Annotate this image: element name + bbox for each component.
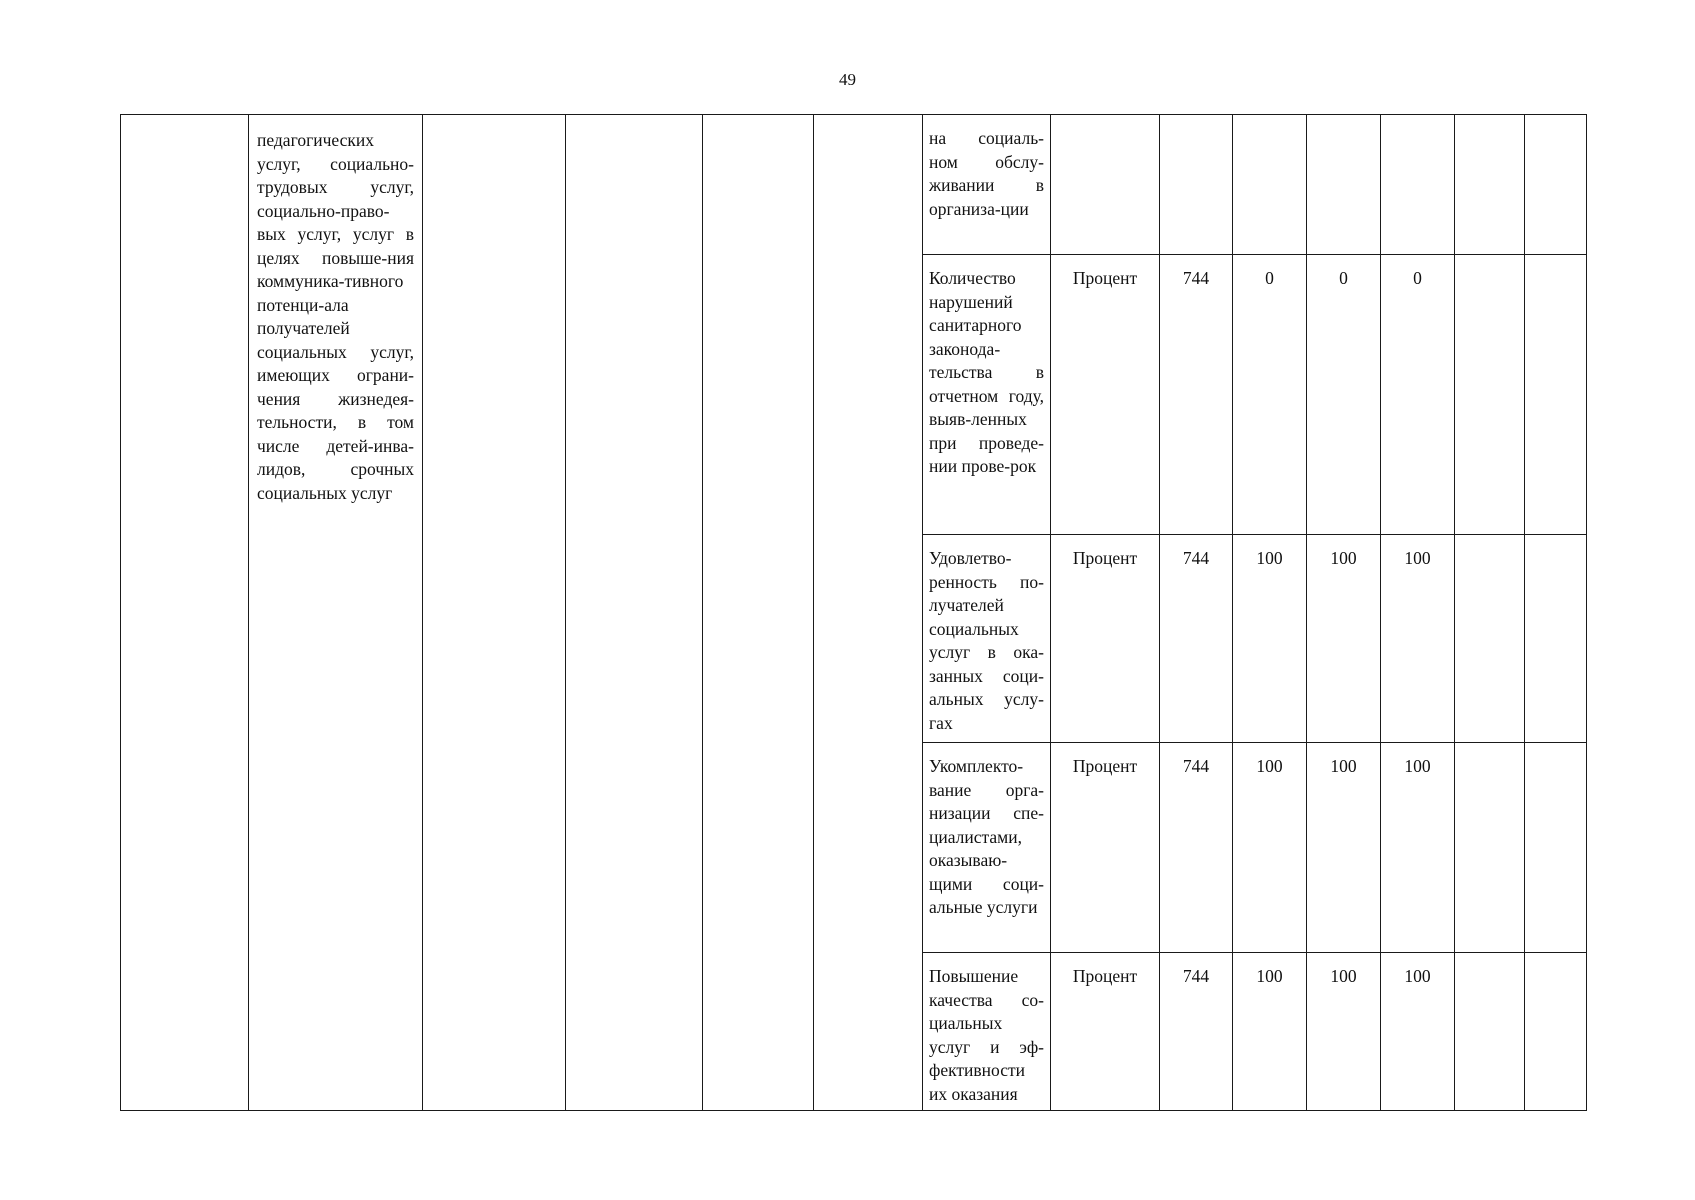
page-number: 49 xyxy=(839,70,856,89)
value-cell xyxy=(1381,953,1455,1111)
indicator-name: Количество нарушений санитарного законода-тельства в отчетном году, выяв-ленных при проведе-нии прове-рок xyxy=(929,268,1044,476)
value-cell xyxy=(1381,535,1455,743)
table-row xyxy=(121,115,1587,255)
value-year-3: 100 xyxy=(1404,756,1431,776)
okei-code: 744 xyxy=(1182,966,1210,986)
value-year-1 xyxy=(1233,115,1306,127)
okei-cell xyxy=(1160,743,1233,953)
empty-cell xyxy=(566,115,703,1111)
indicator-name: Удовлетво-ренность по-лучателей социальных услуг в ока-занных соци-альных услу-гах xyxy=(929,548,1044,733)
okei-cell xyxy=(1160,115,1233,255)
value-cell xyxy=(1233,743,1307,953)
okei-cell xyxy=(1160,535,1233,743)
value-cell xyxy=(1381,115,1455,255)
service-description: педагогических услуг, социально-трудовых услуг, социально-право-вых услуг, услуг в целях повыше-ния коммуника-тивного потенци-ала получателей социальных услуг, имеющих ограни-чения жизнедея-тельности, в том числе детей-инва-лидов, срочных социальных услуг xyxy=(257,130,414,503)
indicator-name-cell xyxy=(923,115,1051,255)
value-year-3: 100 xyxy=(1404,548,1431,568)
value-year-2 xyxy=(1307,115,1380,127)
indicator-name-cell xyxy=(923,255,1051,535)
value-year-1: 100 xyxy=(1256,548,1283,568)
value-year-2: 100 xyxy=(1330,548,1357,568)
value-year-1: 0 xyxy=(1265,268,1274,288)
empty-cell xyxy=(423,115,566,1111)
value-cell xyxy=(1381,743,1455,953)
service-description-cell xyxy=(249,115,423,1111)
empty-cell xyxy=(1525,535,1587,743)
value-cell xyxy=(1307,743,1381,953)
unit: Процент xyxy=(1072,268,1138,288)
okei-code: 744 xyxy=(1182,548,1210,568)
value-year-2: 0 xyxy=(1339,268,1348,288)
value-cell xyxy=(1307,255,1381,535)
unit-cell xyxy=(1051,255,1160,535)
empty-cell xyxy=(1525,743,1587,953)
okei-code: 744 xyxy=(1182,268,1210,288)
unit xyxy=(1051,115,1159,127)
value-year-2: 100 xyxy=(1330,966,1357,986)
empty-cell xyxy=(1525,255,1587,535)
indicators-table xyxy=(120,114,1587,1111)
empty-cell xyxy=(1455,255,1525,535)
empty-cell xyxy=(1525,953,1587,1111)
indicator-name: Повышение качества со-циальных услуг и эф-фективности их оказания xyxy=(929,966,1044,1104)
value-cell xyxy=(1381,255,1455,535)
value-cell xyxy=(1233,535,1307,743)
unit-cell xyxy=(1051,115,1160,255)
value-cell xyxy=(1233,255,1307,535)
okei-code xyxy=(1160,115,1232,127)
empty-cell xyxy=(1455,115,1525,255)
value-year-3 xyxy=(1381,115,1454,127)
value-cell xyxy=(1233,115,1307,255)
indicator-name: Укомплекто-вание орга-низации спе-циалистами, оказываю-щими соци-альные услуги xyxy=(929,756,1044,917)
value-year-3: 0 xyxy=(1413,268,1422,288)
empty-cell xyxy=(1455,743,1525,953)
unit: Процент xyxy=(1072,966,1138,986)
okei-cell xyxy=(1160,255,1233,535)
indicator-name-cell xyxy=(923,953,1051,1111)
empty-cell xyxy=(703,115,814,1111)
empty-cell xyxy=(1455,953,1525,1111)
value-year-1: 100 xyxy=(1256,966,1283,986)
unit: Процент xyxy=(1072,756,1138,776)
value-year-1: 100 xyxy=(1256,756,1283,776)
unit-cell xyxy=(1051,953,1160,1111)
value-year-2: 100 xyxy=(1330,756,1357,776)
indicator-name: на социаль-ном обслу-живании в организа-ции xyxy=(929,128,1044,219)
value-cell xyxy=(1307,535,1381,743)
empty-cell xyxy=(814,115,923,1111)
value-cell xyxy=(1307,115,1381,255)
okei-cell xyxy=(1160,953,1233,1111)
indicator-name-cell xyxy=(923,743,1051,953)
okei-code: 744 xyxy=(1182,756,1210,776)
empty-cell xyxy=(1525,115,1587,255)
unit-cell xyxy=(1051,535,1160,743)
empty-cell xyxy=(1455,535,1525,743)
unit: Процент xyxy=(1072,548,1138,568)
value-cell xyxy=(1233,953,1307,1111)
empty-cell xyxy=(121,115,249,1111)
value-year-3: 100 xyxy=(1404,966,1431,986)
indicator-name-cell xyxy=(923,535,1051,743)
value-cell xyxy=(1307,953,1381,1111)
unit-cell xyxy=(1051,743,1160,953)
